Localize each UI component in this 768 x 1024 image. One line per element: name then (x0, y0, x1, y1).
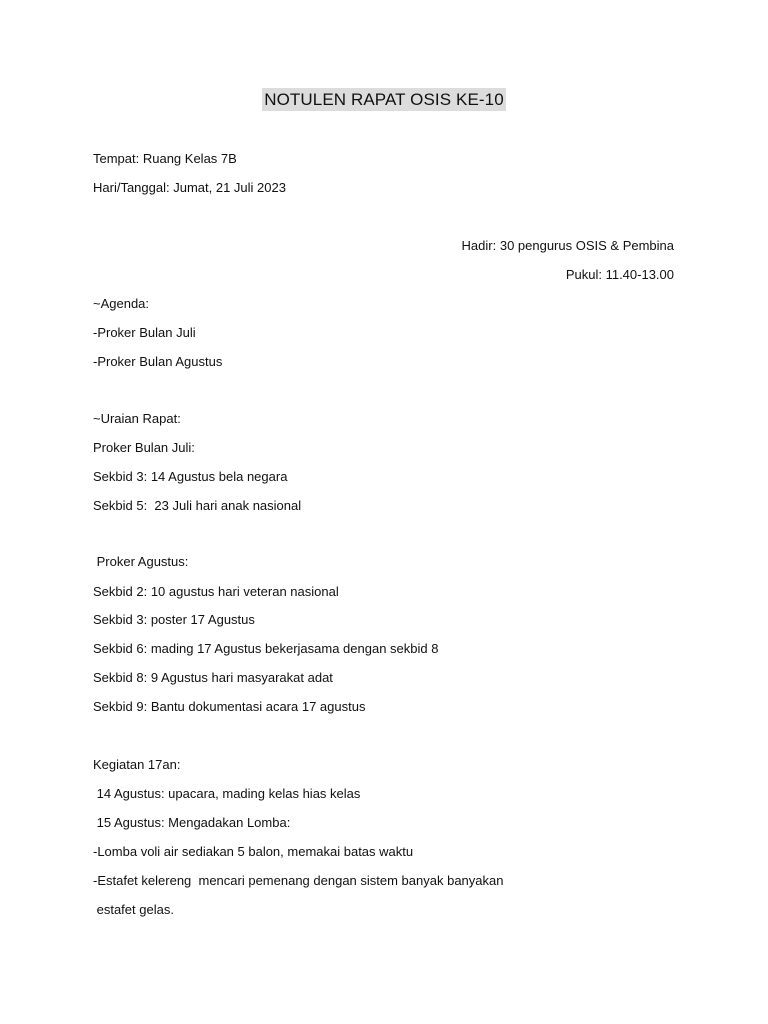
agenda-item: -Proker Bulan Agustus (93, 354, 223, 369)
proker-juli-heading: Proker Bulan Juli: (93, 440, 195, 455)
pukul-line: Pukul: 11.40-13.00 (565, 267, 674, 282)
agenda-item: -Proker Bulan Juli (93, 325, 196, 340)
kegiatan-item: -Lomba voli air sediakan 5 balon, memakai batas waktu (93, 844, 414, 859)
proker-agustus-item: Sekbid 9: Bantu dokumentasi acara 17 agustus (93, 699, 366, 714)
kegiatan-heading: Kegiatan 17an: (93, 757, 181, 772)
proker-agustus-item: Sekbid 8: 9 Agustus hari masyarakat adat (93, 670, 333, 685)
kegiatan-item: 15 Agustus: Mengadakan Lomba: (93, 815, 291, 830)
proker-agustus-heading: Proker Agustus: (93, 554, 189, 569)
uraian-heading: ~Uraian Rapat: (93, 411, 181, 426)
proker-agustus-item: Sekbid 2: 10 agustus hari veteran nasional (93, 584, 339, 599)
kegiatan-item: -Estafet kelereng mencari pemenang dengan sistem banyak banyakan (93, 873, 504, 888)
proker-agustus-item: Sekbid 3: poster 17 Agustus (93, 612, 255, 627)
proker-juli-item: Sekbid 5: 23 Juli hari anak nasional (93, 498, 302, 513)
tempat-line: Tempat: Ruang Kelas 7B (93, 151, 237, 166)
kegiatan-item: 14 Agustus: upacara, mading kelas hias kelas (93, 786, 361, 801)
proker-agustus-item: Sekbid 6: mading 17 Agustus bekerjasama dengan sekbid 8 (93, 641, 439, 656)
document-title: NOTULEN RAPAT OSIS KE-10 (264, 90, 504, 109)
hadir-line: Hadir: 30 pengurus OSIS & Pembina (461, 238, 674, 253)
title-container (0, 88, 768, 111)
hari-tanggal-line: Hari/Tanggal: Jumat, 21 Juli 2023 (93, 180, 286, 195)
agenda-heading: ~Agenda: (93, 296, 150, 311)
proker-juli-item: Sekbid 3: 14 Agustus bela negara (93, 469, 288, 484)
kegiatan-item: estafet gelas. (93, 902, 174, 917)
